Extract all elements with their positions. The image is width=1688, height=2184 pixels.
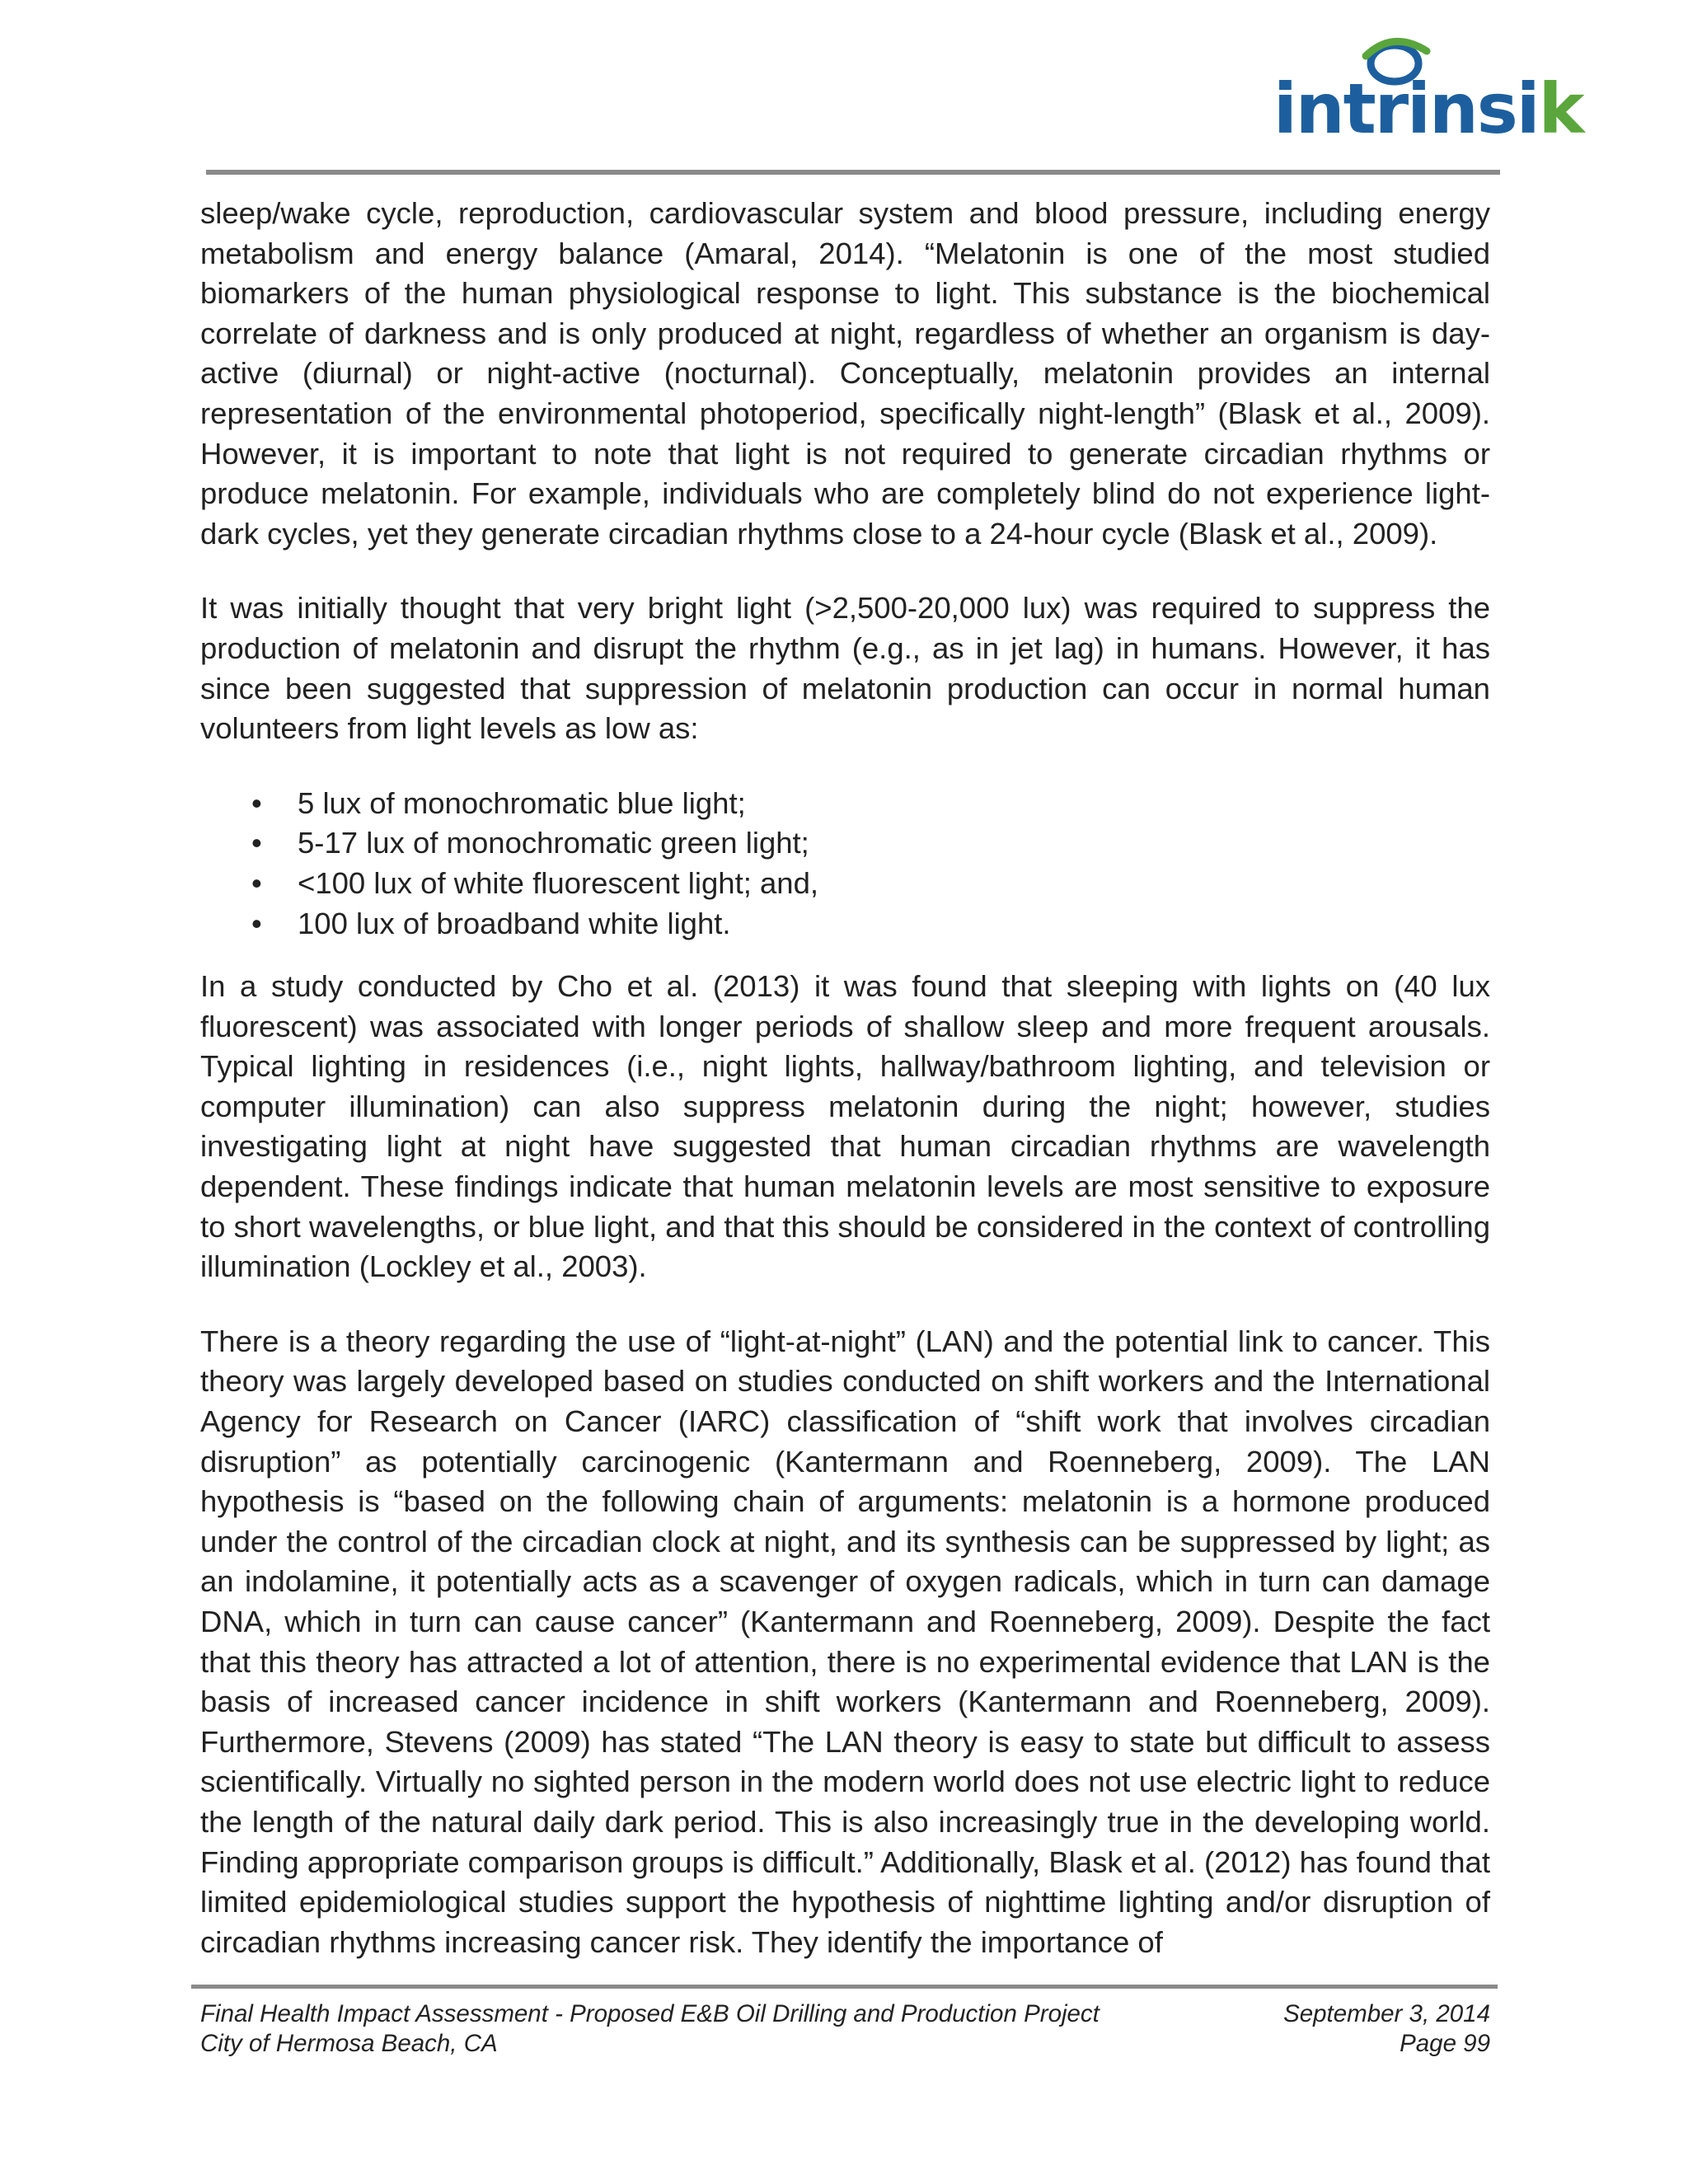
header-divider (206, 170, 1500, 175)
main-content (200, 194, 1490, 1962)
list-item: • <100 lux of white fluorescent light; and, (200, 864, 1490, 904)
bullet-icon: • (251, 826, 262, 860)
bullet-icon: • (251, 865, 262, 900)
footer-date: September 3, 2014 (1283, 2000, 1490, 2027)
footer-divider (191, 1985, 1498, 1989)
footer-page-number: Page 99 (1400, 2030, 1490, 2057)
paragraph-lan-theory: There is a theory regarding the use of “light-at-night” (LAN) and the potential link to cancer. This theory was largely developed based on studies conducted on shift workers and the International Agency for Research on Cancer (IARC) classification of “shift work that involves circadian disruption” as potentially carcinogenic (Kantermann and Roenneberg, 2009). The LAN hypothesis is “based on the following chain of arguments: melatonin is a hormone produced under the control of the circadian clock at night, and its synthesis can be suppressed by light; as an indolamine, it potentially acts as a scavenger of oxygen radicals, which in turn can damage DNA, which in turn can cause cancer” (Kantermann and Roenneberg, 2009). Despite the fact that this theory has attracted a lot of attention, there is no experimental evidence that LAN is the basis of increased cancer incidence in shift workers (Kantermann and Roenneberg, 2009). Furthermore, Stevens (2009) has stated “The LAN theory is easy to state but difficult to assess scientifically. Virtually no sighted person in the modern world does not use electric light to reduce the length of the natural daily dark period. This is also increasingly true in the developing world. Finding appropriate comparison groups is difficult.” Additionally, Blask et al. (2012) has found that limited epidemiological studies support the hypothesis of nighttime lighting and/or disruption of circadian rhythms increasing cancer risk. They identify the importance of (200, 1324, 1490, 1959)
paragraph-bright-light: It was initially thought that very bright light (>2,500-20,000 lux) was required to suppress the production of melatonin and disrupt the rhythm (e.g., as in jet lag) in humans. However, it has since been suggested that suppression of melatonin production can occur in normal human volunteers from light levels as low as: (200, 591, 1490, 746)
page-footer (200, 1999, 1490, 2059)
list-item: • 100 lux of broadband white light. (200, 904, 1490, 944)
light-levels-list (200, 784, 1490, 944)
logo-wordmark-end: k (1538, 68, 1583, 149)
list-item: • 5 lux of monochromatic blue light; (200, 784, 1490, 824)
footer-row-2 (200, 2029, 1490, 2059)
logo-wordmark (1273, 68, 1583, 149)
bullet-icon: • (251, 785, 262, 820)
footer-document-title: Final Health Impact Assessment - Proposed E&B Oil Drilling and Production Project (200, 2000, 1100, 2027)
intrinsik-logo (1273, 31, 1583, 149)
list-item: • 5-17 lux of monochromatic green light; (200, 823, 1490, 864)
paragraph-melatonin-intro: sleep/wake cycle, reproduction, cardiovascular system and blood pressure, including energy metabolism and energy balance (Amaral, 2014). “Melatonin is one of the most studied biomarkers of the human physiological response to light. This substance is the biochemical correlate of darkness and is only produced at night, regardless of whether an organism is day-active (diurnal) or night-active (nocturnal). Conceptually, melatonin provides an internal representation of the environmental photoperiod, specifically night-length” (Blask et al., 2009). However, it is important to note that light is not required to generate circadian rhythms or produce melatonin. For example, individuals who are completely blind do not experience light-dark cycles, yet they generate circadian rhythms close to a 24-hour cycle (Blask et al., 2009). (200, 196, 1490, 551)
footer-location: City of Hermosa Beach, CA (200, 2030, 498, 2057)
logo-wordmark-main: intrinsi (1273, 68, 1539, 149)
footer-row-1 (200, 1999, 1490, 2029)
bullet-icon: • (251, 906, 262, 940)
paragraph-cho-study: In a study conducted by Cho et al. (2013) it was found that sleeping with lights on (40 lux fluorescent) was associated with longer periods of shallow sleep and more frequent arousals. Typical lighting in residences (i.e., night lights, hallway/bathroom lighting, and television or computer illumination) can also suppress melatonin during the night; however, studies investigating light at night have suggested that human circadian rhythms are wavelength dependent. These findings indicate that human melatonin levels are most sensitive to exposure to short wavelengths, or blue light, and that this should be considered in the context of controlling illumination (Lockley et al., 2003). (200, 969, 1490, 1284)
